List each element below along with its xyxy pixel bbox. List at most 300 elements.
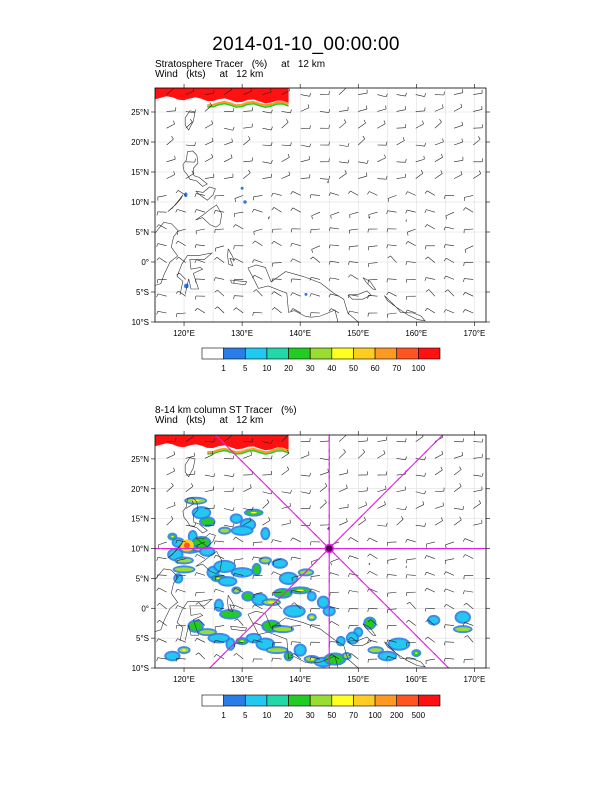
wind-barb	[464, 195, 473, 197]
wind-barb	[366, 502, 367, 505]
map-frame	[155, 88, 486, 322]
x-tick-label: 150°E	[347, 329, 370, 338]
wind-barb	[262, 128, 271, 130]
wind-barb	[367, 191, 369, 194]
wind-barb	[397, 110, 406, 112]
wind-barb	[425, 143, 426, 146]
wind-barb	[158, 294, 167, 296]
wind-barb	[465, 554, 473, 558]
wind-barb	[157, 244, 158, 247]
x-tick-label: 140°E	[289, 675, 312, 684]
wind-barb	[215, 626, 224, 627]
wind-barb	[339, 436, 346, 442]
wind-barb	[291, 243, 292, 246]
y-tick-label: 10°S	[131, 664, 149, 673]
wind-barb	[274, 241, 282, 246]
tracer-blob	[455, 627, 471, 631]
wind-barb	[215, 541, 224, 542]
wind-barb	[205, 455, 213, 459]
wind-barb	[425, 308, 427, 311]
wind-barb	[293, 293, 301, 297]
map-panel-top	[131, 84, 490, 338]
wind-barb	[444, 625, 445, 628]
wind-barb	[331, 559, 339, 562]
colorbar-swatch	[310, 695, 332, 706]
wind-barb	[358, 109, 367, 111]
wind-barb	[275, 307, 282, 313]
top-panel-subtitle-2: Wind (kts) at 12 km	[155, 69, 264, 80]
wind-barb	[330, 245, 339, 246]
wind-barb	[157, 575, 158, 578]
wind-barb	[214, 654, 216, 657]
wind-barb	[331, 212, 339, 215]
wind-barb	[454, 142, 462, 145]
wind-barb	[339, 507, 348, 508]
colorbar-swatch	[224, 695, 246, 706]
wind-barb	[428, 637, 435, 642]
wind-barb	[176, 209, 178, 212]
wind-barb	[234, 619, 237, 621]
wind-barb	[424, 156, 425, 159]
wind-barb	[310, 313, 311, 316]
wind-barb	[435, 142, 443, 145]
tracer-blob	[296, 590, 304, 592]
wind-barb	[273, 279, 282, 280]
wind-barb	[157, 294, 158, 297]
wind-barb	[466, 603, 473, 609]
wind-barb	[423, 501, 424, 504]
wind-barb	[271, 142, 272, 145]
wind-barb	[267, 499, 269, 502]
wind-barb	[158, 545, 159, 548]
wind-barb	[191, 483, 193, 486]
wind-barb	[254, 229, 263, 231]
wind-barb	[167, 159, 176, 162]
wind-barb	[301, 475, 310, 476]
bottom-panel-subtitle-2: Wind (kts) at 12 km	[155, 415, 264, 426]
wind-barb	[339, 452, 345, 458]
wind-barb	[248, 170, 250, 173]
wind-barb	[330, 592, 339, 593]
tracer-blob	[273, 627, 292, 631]
wind-barb	[308, 104, 309, 107]
colorbar-label: 5	[243, 711, 248, 720]
wind-barb	[377, 179, 386, 180]
wind-barb	[301, 95, 310, 97]
wind-barb	[427, 191, 435, 196]
wind-barb	[158, 575, 167, 576]
tracer-blob	[254, 565, 260, 574]
wind-barb	[369, 212, 378, 214]
wind-barb	[348, 537, 350, 540]
wind-barb	[427, 308, 435, 313]
wind-barb	[233, 225, 235, 228]
colorbar-swatch	[375, 695, 397, 706]
wind-barb	[464, 635, 467, 637]
wind-barb	[421, 170, 423, 173]
wind-barb	[167, 505, 175, 508]
wind-barb	[176, 190, 178, 193]
wind-barb	[312, 246, 320, 250]
tracer-fringe	[207, 451, 288, 455]
wind-barb	[465, 292, 473, 296]
tracer-blob	[201, 518, 213, 525]
wind-barb	[425, 210, 426, 213]
wind-barb	[262, 145, 271, 146]
wind-barb	[310, 93, 311, 96]
wind-barb	[435, 470, 442, 475]
wind-barb	[479, 500, 481, 503]
wind-barb	[388, 559, 397, 561]
tracer-blob	[429, 617, 438, 624]
wind-barb	[463, 309, 465, 312]
wind-barb	[461, 171, 462, 174]
wind-barb	[444, 658, 445, 661]
wind-barb	[233, 537, 235, 540]
wind-barb	[248, 136, 250, 139]
wind-barb	[426, 278, 435, 280]
wind-barb	[224, 491, 233, 492]
wind-barb	[254, 195, 263, 196]
wind-barb	[377, 454, 385, 459]
map-plot-area	[155, 86, 486, 322]
coastline	[168, 195, 183, 212]
wind-barb	[254, 209, 262, 212]
wind-barb	[234, 246, 235, 249]
wind-barb	[214, 278, 215, 281]
wind-barb	[459, 466, 461, 469]
wind-barb	[377, 525, 386, 526]
wind-barb	[358, 520, 365, 525]
wind-barb	[287, 467, 289, 470]
wind-barb	[377, 95, 386, 97]
wind-barb	[271, 456, 272, 459]
wind-barb	[463, 438, 464, 441]
wind-barb	[377, 489, 386, 492]
wind-barb	[157, 588, 159, 591]
colorbar-swatch	[202, 348, 224, 359]
wind-barb	[195, 142, 196, 145]
tracer-blob	[232, 515, 241, 522]
wind-barb	[216, 555, 224, 559]
wind-barb	[320, 179, 329, 180]
wind-barb	[348, 143, 349, 146]
wind-barb	[460, 517, 462, 520]
wind-barb	[368, 246, 377, 247]
colorbar-swatch	[310, 348, 332, 359]
colorbar-swatch	[267, 348, 289, 359]
tracer-blob	[285, 607, 304, 616]
wind-barb	[358, 162, 367, 164]
wind-barb	[427, 224, 435, 229]
tracer-blob	[233, 527, 252, 534]
wind-barb	[397, 141, 405, 145]
coastline	[196, 187, 216, 200]
wind-barb	[377, 158, 385, 162]
colorbar-label: 100	[411, 364, 426, 373]
wind-barb	[158, 557, 167, 558]
wind-barb	[311, 562, 312, 565]
wind-barb	[214, 555, 216, 558]
wind-barb	[253, 312, 262, 313]
wind-barb	[388, 256, 391, 258]
wind-barb	[482, 473, 483, 476]
wind-barb	[291, 557, 292, 560]
wind-barb	[195, 159, 196, 162]
wind-barb	[435, 521, 443, 526]
wind-barb	[313, 257, 320, 263]
tracer-blob	[240, 640, 244, 642]
x-tick-label: 170°E	[463, 329, 486, 338]
wind-barb	[310, 473, 311, 476]
tracer-blob	[304, 293, 307, 296]
wind-barb	[311, 625, 320, 626]
tracer-blob	[199, 630, 215, 634]
y-tick-label: 0°	[141, 258, 149, 267]
wind-barb	[173, 121, 174, 124]
wind-barb	[397, 177, 406, 178]
wind-barb	[377, 505, 385, 509]
wind-barb	[397, 519, 404, 525]
wind-barb	[293, 538, 301, 542]
tracer-peak	[184, 543, 190, 549]
wind-barb	[407, 210, 416, 212]
wind-barb	[464, 591, 473, 592]
wind-barb	[386, 176, 387, 179]
coastline	[228, 249, 234, 266]
wind-barb	[435, 108, 443, 112]
wind-barb	[348, 556, 350, 559]
wind-barb	[174, 451, 175, 454]
wind-barb	[358, 441, 367, 442]
tracer-blob	[243, 200, 246, 204]
wind-barb	[344, 119, 346, 122]
wind-barb	[425, 572, 427, 575]
colorbar-label: 50	[327, 711, 337, 720]
wind-barb	[446, 212, 454, 216]
wind-barb	[157, 225, 159, 228]
wind-barb	[388, 195, 397, 198]
wind-barb	[301, 455, 309, 458]
wind-barb	[416, 173, 423, 178]
wind-barb	[310, 642, 311, 645]
wind-barb	[215, 246, 224, 248]
wind-barb	[406, 438, 407, 441]
wind-barb	[351, 654, 358, 660]
wind-barb	[310, 542, 311, 545]
tracer-blob	[268, 648, 287, 652]
wind-barb	[397, 128, 406, 129]
wind-barb	[176, 257, 179, 259]
wind-barb	[312, 216, 313, 219]
wind-barb	[254, 275, 262, 279]
wind-barb	[196, 602, 199, 604]
wind-barb	[443, 502, 444, 505]
wind-barb	[441, 467, 443, 470]
wind-barb	[440, 119, 442, 122]
wind-barb	[291, 308, 293, 311]
wind-barb	[406, 620, 408, 622]
wind-barb	[367, 589, 369, 592]
wind-barb	[424, 491, 425, 494]
wind-barb	[350, 537, 358, 542]
wind-barb	[367, 538, 369, 541]
wind-barb	[311, 195, 320, 196]
colorbar-label: 10	[262, 364, 272, 373]
wind-barb	[406, 539, 407, 542]
wind-barb	[255, 241, 263, 246]
wind-barb	[389, 292, 397, 296]
coastline	[185, 458, 195, 477]
wind-barb	[339, 88, 346, 94]
colorbar-label: 60	[370, 364, 380, 373]
wind-barb	[212, 154, 213, 157]
wind-barb	[405, 506, 406, 509]
tracer-blob	[243, 593, 252, 600]
tracer-blob	[281, 574, 297, 583]
wind-barb	[425, 588, 427, 591]
wind-barb	[310, 195, 311, 198]
wind-barb	[311, 575, 320, 576]
wind-barb	[388, 198, 389, 201]
wind-barb	[363, 136, 365, 139]
wind-barb	[422, 121, 423, 124]
tracer-blob	[311, 616, 313, 618]
wind-barb	[293, 191, 301, 195]
colorbar-bottom	[202, 695, 440, 720]
wind-barb	[301, 492, 310, 494]
colorbar-label: 20	[284, 364, 293, 373]
wind-barb	[291, 279, 292, 282]
wind-barb	[465, 622, 473, 625]
wind-barb	[397, 490, 406, 492]
wind-barb	[186, 145, 195, 146]
wind-barb	[312, 212, 320, 216]
colorbar-swatch	[332, 348, 354, 359]
tracer-blob	[209, 635, 228, 642]
wind-barb	[177, 589, 186, 592]
wind-barb	[252, 209, 254, 212]
wind-barb	[384, 450, 385, 453]
wind-barb	[325, 499, 327, 502]
y-tick-label: 5°S	[136, 288, 149, 297]
wind-barb	[416, 492, 425, 494]
wind-barb	[428, 257, 435, 263]
wind-barb	[463, 279, 464, 282]
colorbar-label: 1	[221, 364, 226, 373]
wind-barb	[176, 589, 178, 592]
wind-barb	[407, 559, 416, 560]
wind-barb	[442, 451, 443, 454]
wind-barb	[463, 539, 465, 542]
wind-barb	[157, 557, 158, 560]
wind-barb	[176, 241, 178, 244]
colorbar-swatch	[224, 348, 246, 359]
wind-barb	[366, 173, 367, 176]
wind-barb	[441, 154, 442, 157]
x-tick-label: 160°E	[405, 329, 428, 338]
tracer-blob	[268, 601, 274, 603]
wind-barb	[350, 556, 358, 559]
tracer-blob	[262, 529, 268, 538]
wind-barb	[215, 278, 224, 280]
wind-barb	[272, 540, 273, 543]
y-tick-label: 5°S	[136, 634, 149, 644]
tracer-blob	[221, 611, 240, 618]
wind-barb	[233, 524, 234, 527]
wind-barb	[179, 273, 185, 279]
x-tick-label: 120°E	[173, 675, 195, 684]
wind-barb	[252, 557, 253, 560]
tracer-blob	[194, 508, 210, 517]
coastline	[268, 216, 269, 218]
wind-barb	[358, 491, 367, 492]
x-tick-label: 130°E	[231, 675, 254, 684]
wind-barb	[446, 589, 454, 592]
wind-barb	[290, 490, 291, 493]
wind-barb	[466, 208, 474, 213]
wind-barb	[464, 603, 467, 605]
wind-barb	[178, 241, 186, 246]
wind-barb	[465, 539, 473, 542]
wind-barb	[157, 212, 158, 215]
wind-barb	[167, 124, 175, 128]
wind-barb	[427, 588, 435, 592]
wind-barb	[426, 290, 429, 292]
wind-barb	[406, 192, 408, 195]
wind-barb	[310, 490, 311, 493]
wind-barb	[250, 484, 251, 487]
wind-barb	[176, 291, 178, 294]
wind-barb	[262, 492, 271, 494]
wind-barb	[272, 307, 275, 309]
wind-barb	[171, 483, 173, 486]
wind-barb	[368, 263, 377, 264]
wind-barb	[312, 249, 313, 252]
wind-barb	[339, 145, 348, 147]
wind-barb	[282, 122, 289, 128]
wind-barb	[282, 175, 290, 179]
wind-barb	[445, 625, 454, 626]
colorbar-label: 50	[349, 364, 358, 373]
wind-barb	[406, 241, 408, 244]
wind-barb	[234, 308, 236, 310]
tracer-blob	[241, 187, 244, 190]
wind-barb	[175, 156, 176, 159]
wind-barb	[216, 589, 224, 592]
colorbar-label: 70	[392, 364, 402, 373]
wind-barb	[435, 491, 444, 492]
wind-barb	[441, 517, 442, 520]
wind-barb	[405, 93, 406, 96]
wind-barb	[157, 603, 160, 605]
wind-barb	[178, 639, 186, 643]
wind-barb	[339, 162, 348, 163]
wind-barb	[339, 173, 346, 178]
wind-barb	[301, 178, 310, 179]
wind-barb	[445, 658, 454, 659]
wind-barb	[406, 575, 407, 578]
wind-barb	[196, 245, 205, 246]
wind-barb	[460, 483, 462, 486]
y-tick-label: 10°N	[131, 544, 149, 554]
y-tick-label: 10°N	[131, 198, 149, 207]
wind-barb	[205, 490, 214, 492]
wind-barb	[425, 473, 426, 476]
wind-barb	[243, 173, 250, 179]
wind-barb	[214, 589, 216, 592]
top-panel-subtitle-1: Stratosphere Tracer (%) at 12 km	[155, 59, 326, 70]
